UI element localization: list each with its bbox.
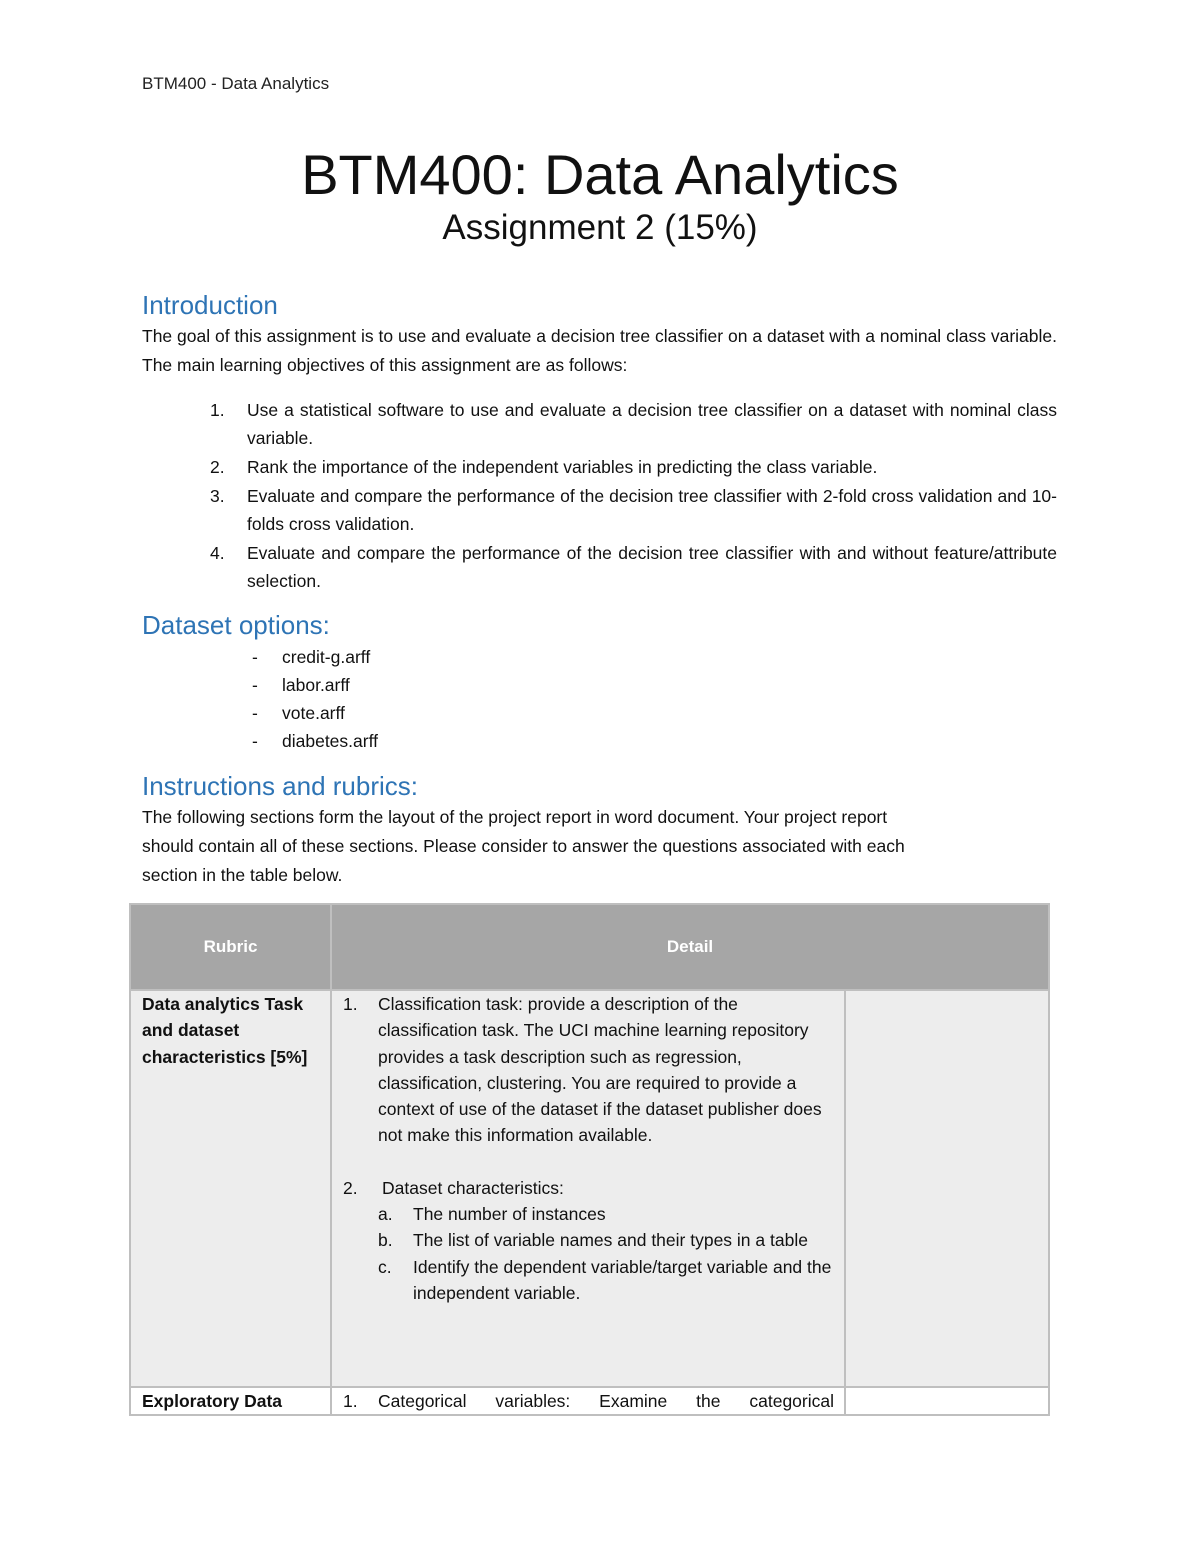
- table-row: [130, 990, 1049, 1387]
- dataset-name: vote.arff: [282, 703, 345, 723]
- instructions-line: The following sections form the layout of the project report in word document. Your project report: [142, 807, 888, 827]
- instructions-line: section in the table below.: [142, 865, 343, 885]
- rubric-cell: Exploratory Data: [130, 1387, 331, 1415]
- subitem-text: The number of instances: [413, 1204, 606, 1225]
- rubric-cell: Data analytics Task and dataset characteristics [5%]: [130, 990, 331, 1387]
- document-subtitle: Assignment 2 (15%): [442, 208, 758, 247]
- dataset-name: credit-g.arff: [282, 647, 371, 667]
- dataset-option: [142, 671, 378, 699]
- objective-text: Use a statistical software to use and evaluate a decision tree classifier on a dataset with nominal class variable.: [247, 400, 1057, 448]
- dataset-name: labor.arff: [282, 675, 350, 695]
- objective-number: 1.: [210, 400, 225, 420]
- subitem-letter: a.: [378, 1204, 393, 1225]
- detail-subitem: [340, 1201, 834, 1227]
- detail-number: 1.: [343, 994, 358, 1014]
- detail-subitem: [340, 1227, 834, 1253]
- objective-number: 4.: [210, 543, 225, 563]
- spacer: [340, 1149, 834, 1175]
- detail-text: Dataset characteristics:: [382, 1177, 564, 1198]
- rubric-column-header: Rubric: [130, 904, 331, 990]
- detail-cell: [331, 1387, 845, 1415]
- dataset-option: [142, 727, 378, 755]
- detail-subitem: [340, 1254, 834, 1307]
- dataset-name: diabetes.arff: [282, 731, 378, 751]
- dataset-options-heading: Dataset options:: [142, 610, 330, 640]
- bullet-dash: -: [252, 731, 258, 751]
- detail-sublist: [378, 1201, 834, 1306]
- detail-number: 2.: [343, 1177, 358, 1198]
- dataset-option: [142, 643, 378, 671]
- extra-cell: [845, 1387, 1049, 1415]
- objective-text: Evaluate and compare the performance of the decision tree classifier with 2-fold cross validation and 10-folds cross validation.: [247, 486, 1057, 534]
- subitem-text: Identify the dependent variable/target variable and the independent variable.: [413, 1256, 832, 1303]
- introduction-paragraph: The goal of this assignment is to use and evaluate a decision tree classifier on a dataset with a nominal class variable. The main learning objectives of this assignment are as follows:: [142, 326, 1057, 375]
- subitem-letter: c.: [378, 1256, 392, 1277]
- detail-number: 1.: [343, 1391, 358, 1411]
- objectives-list: [142, 396, 1057, 595]
- table-header-row: [130, 904, 1049, 990]
- detail-list: [340, 1388, 834, 1414]
- introduction-heading: Introduction: [142, 290, 278, 320]
- detail-column-header: Detail: [331, 904, 1049, 990]
- objective-item: [142, 482, 1057, 538]
- detail-item: [340, 1388, 834, 1414]
- subitem-letter: b.: [378, 1230, 393, 1251]
- detail-item: [340, 1175, 834, 1306]
- objective-number: 2.: [210, 457, 225, 477]
- objective-number: 3.: [210, 486, 225, 506]
- detail-item: [340, 991, 834, 1149]
- instructions-heading: Instructions and rubrics:: [142, 771, 419, 801]
- objective-text: Evaluate and compare the performance of the decision tree classifier with and without feature/attribute selection.: [247, 543, 1057, 591]
- detail-list: [340, 991, 834, 1306]
- dataset-option: [142, 699, 378, 727]
- objective-item: [142, 396, 1057, 452]
- instructions-paragraph: [142, 803, 1042, 890]
- detail-text: Classification task: provide a description of the classification task. The UCI machine learning repository provides a task description such as regression, classification, clustering. You are required to provide a context of use of the dataset if the dataset publisher does not make this information available.: [378, 994, 822, 1146]
- table-row: [130, 1387, 1049, 1415]
- objective-text: Rank the importance of the independent variables in predicting the class variable.: [247, 457, 878, 477]
- rubric-table: [129, 903, 1050, 1416]
- bullet-dash: -: [252, 647, 258, 667]
- document-title: BTM400: Data Analytics: [301, 143, 899, 206]
- running-header: BTM400 - Data Analytics: [142, 74, 330, 93]
- instructions-line: should contain all of these sections. Please consider to answer the questions associated with each: [142, 836, 905, 856]
- extra-cell: [845, 990, 1049, 1387]
- objective-item: [142, 453, 1057, 481]
- dataset-options-list: [142, 643, 378, 755]
- bullet-dash: -: [252, 703, 258, 723]
- bullet-dash: -: [252, 675, 258, 695]
- subitem-text: The list of variable names and their types in a table: [413, 1230, 808, 1251]
- objective-item: [142, 539, 1057, 595]
- detail-cell: [331, 990, 845, 1387]
- detail-text: Categorical variables: Examine the categorical: [378, 1391, 834, 1411]
